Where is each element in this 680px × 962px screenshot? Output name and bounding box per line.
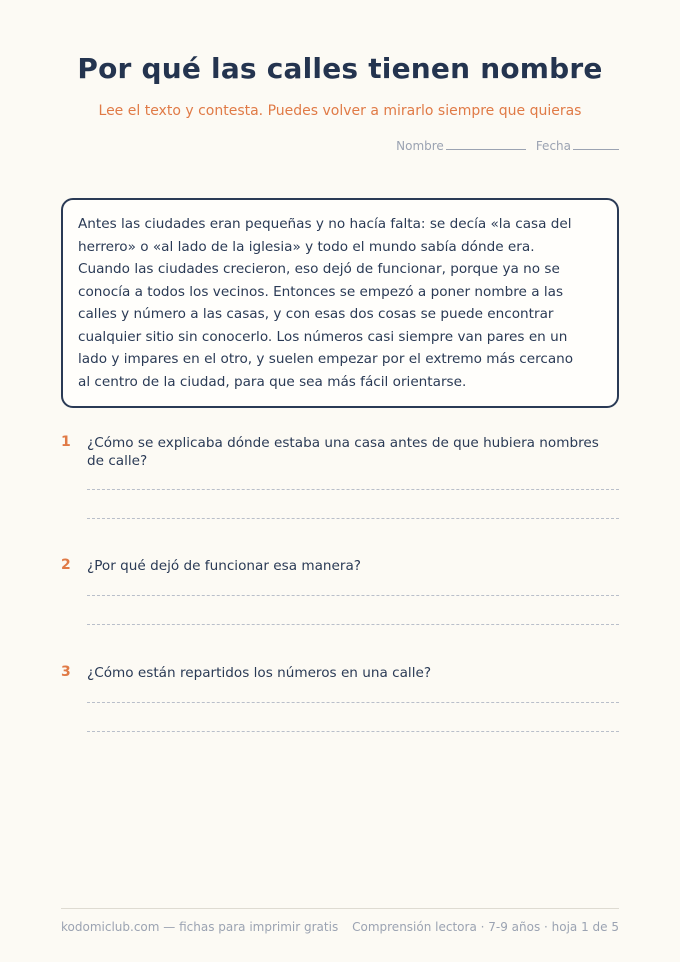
question-number: 3 [61, 664, 71, 680]
passage-line: Cuando las ciudades crecieron, eso dejó de funcionar, porque ya no se [78, 261, 560, 277]
name-line[interactable] [446, 138, 526, 150]
question-text: ¿Por qué dejó de funcionar esa manera? [87, 558, 362, 574]
passage-line: Antes las ciudades eran pequeñas y no hacía falta: se decía «la casa del [78, 216, 572, 232]
question-number: 1 [61, 434, 71, 450]
reading-passage [61, 198, 619, 408]
passage-line: calles y número a las casas, y con esas dos cosas se puede encontrar [78, 306, 554, 322]
passage-line: al centro de la ciudad, para que sea más fácil orientarse. [78, 373, 467, 390]
student-info [396, 138, 619, 153]
date-line[interactable] [573, 138, 619, 150]
name-field[interactable] [396, 138, 526, 153]
answer-line[interactable] [87, 489, 619, 490]
answer-line[interactable] [87, 595, 619, 596]
answer-line[interactable] [87, 702, 619, 703]
footer-site: kodomiclub.com — fichas para imprimir gratis [61, 920, 339, 934]
passage-line: cualquier sitio sin conocerlo. Los números casi siempre van pares en un [78, 328, 568, 345]
passage-line: lado y impares en el otro, y suelen empezar por el extremo más cercano [78, 351, 574, 367]
answer-line[interactable] [87, 518, 619, 519]
passage-line: conocía a todos los vecinos. Entonces se empezó a poner nombre a las [78, 283, 564, 300]
footer-sheet-info: Comprensión lectora · 7-9 años · hoja 1 de 5 [352, 920, 619, 934]
page-subtitle: Lee el texto y contesta. Puedes volver a mirarlo siempre que quieras [98, 103, 582, 119]
question-text: ¿Cómo están repartidos los números en una calle? [87, 665, 432, 681]
name-label: Nombre [396, 139, 444, 153]
question-text: ¿Cómo se explicaba dónde estaba una casa antes de que hubiera nombres de calle? [87, 435, 599, 469]
answer-line[interactable] [87, 624, 619, 625]
page-title: Por qué las calles tienen nombre [77, 52, 603, 85]
question-number: 2 [61, 557, 71, 573]
date-field[interactable] [536, 138, 619, 153]
answer-line[interactable] [87, 731, 619, 732]
date-label: Fecha [535, 139, 571, 153]
footer-divider [61, 908, 619, 909]
passage-line: herrero» o «al lado de la iglesia» y todo el mundo sabía dónde era. [78, 238, 535, 255]
